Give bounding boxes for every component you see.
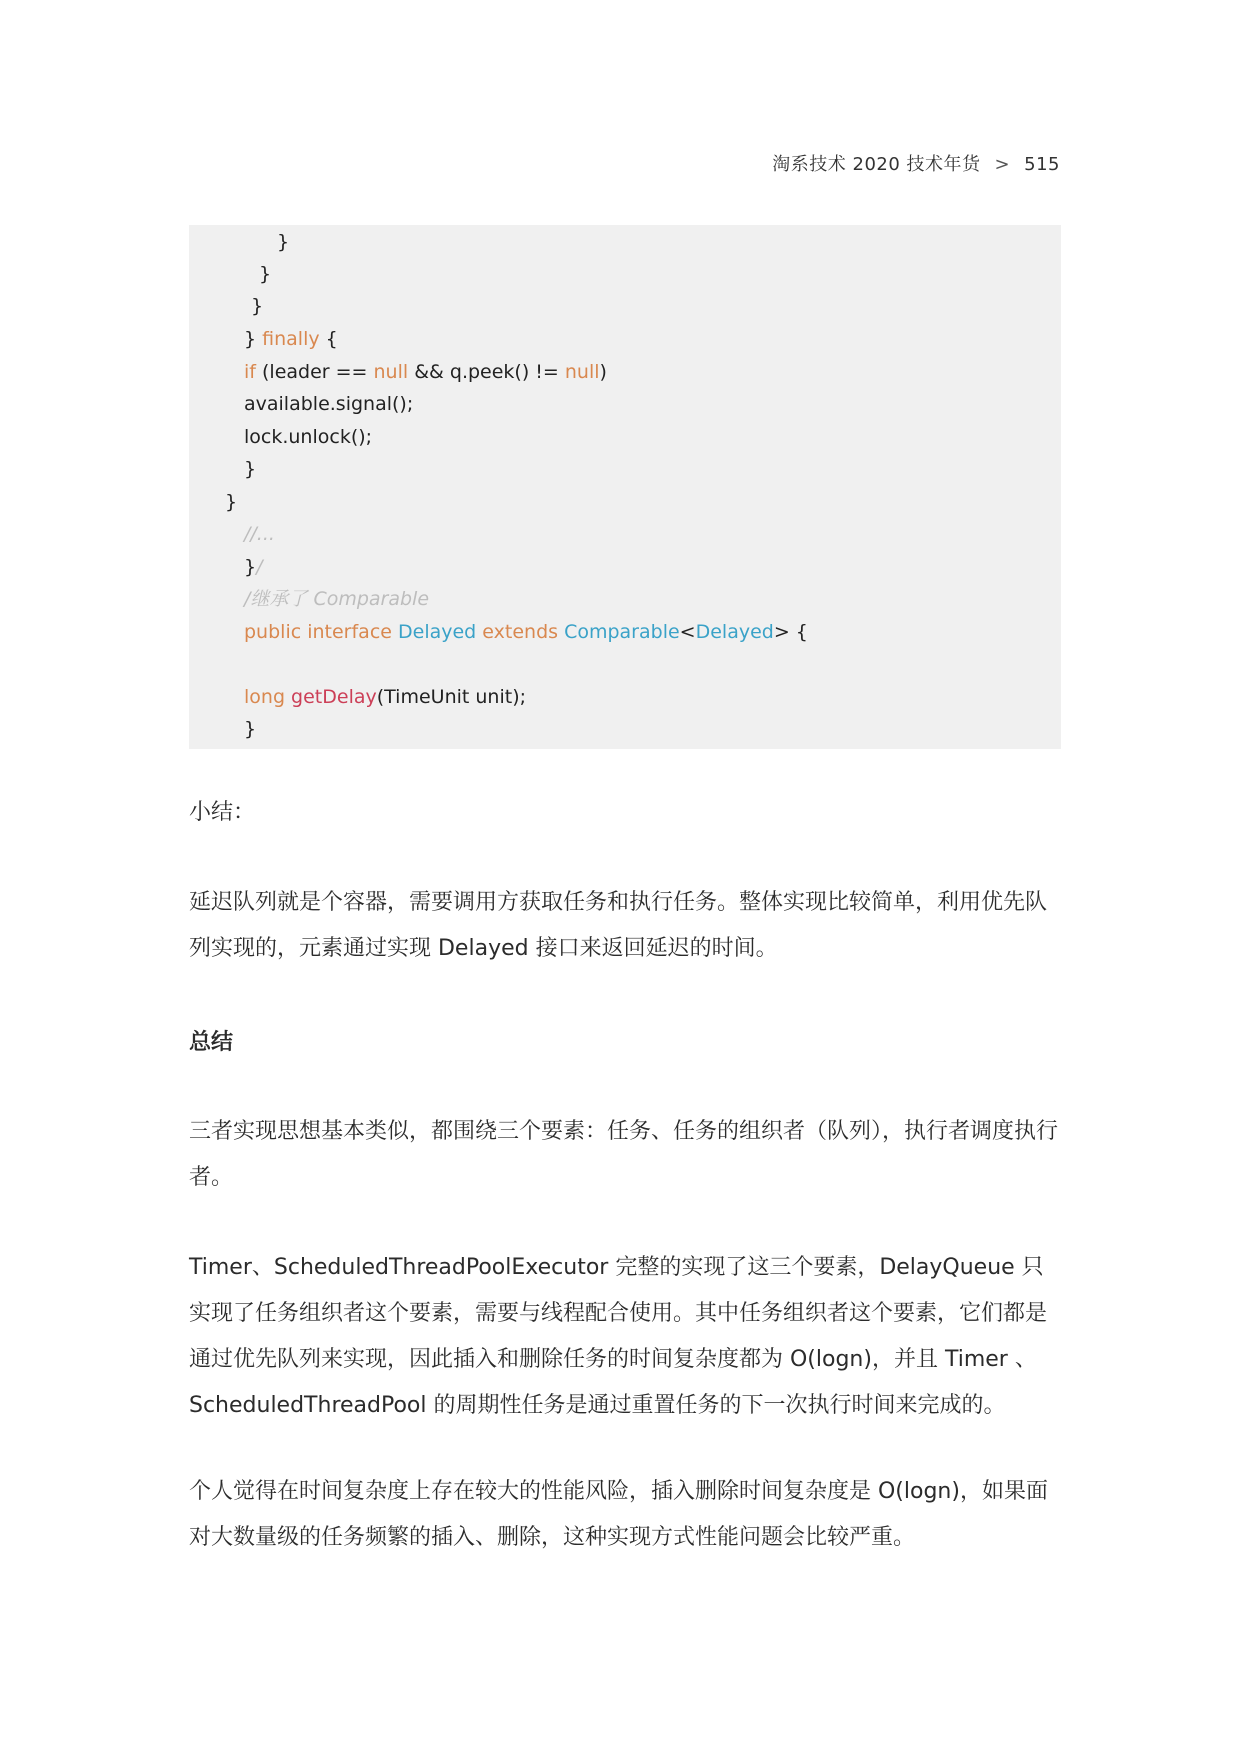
page-number: 515 (1024, 154, 1060, 175)
summary-label: 小结： (189, 800, 256, 825)
code-block (189, 225, 1061, 749)
book-title: 淘系技术 2020 技术年货 (772, 154, 981, 175)
code-line: public interface Delayed extends Comparable<Delayed> { (244, 621, 808, 643)
code-line: //... (244, 523, 275, 545)
code-line: lock.unlock(); (244, 426, 373, 448)
conclusion-paragraph-2: Timer、ScheduledThreadPoolExecutor 完整的实现了这三个要素，DelayQueue 只实现了任务组织者这个要素，需要与线程配合使用。其中任务组织者这个要素，它们都是通过优先队列来实现，因此插入和删除任务的时间复杂度都为 O(logn)，并且 Timer 、ScheduledThreadPool 的周期性任务是通过重置任务的下一次执行时间来完成的。 (189, 1255, 1048, 1418)
code-line: } (225, 491, 238, 513)
code-line: } (251, 295, 264, 317)
page-header (772, 150, 1060, 176)
summary-paragraph: 延迟队列就是个容器，需要调用方获取任务和执行任务。整体实现比较简单，利用优先队列实现的，元素通过实现 Delayed 接口来返回延迟的时间。 (189, 890, 1048, 961)
header-separator: > (994, 154, 1011, 175)
conclusion-paragraph-3: 个人觉得在时间复杂度上存在较大的性能风险，插入删除时间复杂度是 O(logn)，如果面对大数量级的任务频繁的插入、删除，这种实现方式性能问题会比较严重。 (189, 1479, 1048, 1550)
code-line: long getDelay(TimeUnit unit); (244, 686, 527, 708)
code-line: } finally { (244, 328, 338, 350)
code-line: /继承了 Comparable (244, 588, 430, 610)
code-line: available.signal(); (244, 393, 414, 415)
code-line: } (244, 718, 257, 740)
conclusion-paragraph-1: 三者实现思想基本类似，都围绕三个要素：任务、任务的组织者（队列），执行者调度执行者。 (189, 1119, 1059, 1190)
code-line: }/ (244, 556, 263, 578)
conclusion-heading: 总结 (189, 1030, 234, 1055)
code-line: } (244, 458, 257, 480)
code-line: } (259, 263, 272, 285)
code-line: if (leader == null && q.peek() != null) (244, 361, 607, 383)
code-line: } (277, 231, 290, 253)
